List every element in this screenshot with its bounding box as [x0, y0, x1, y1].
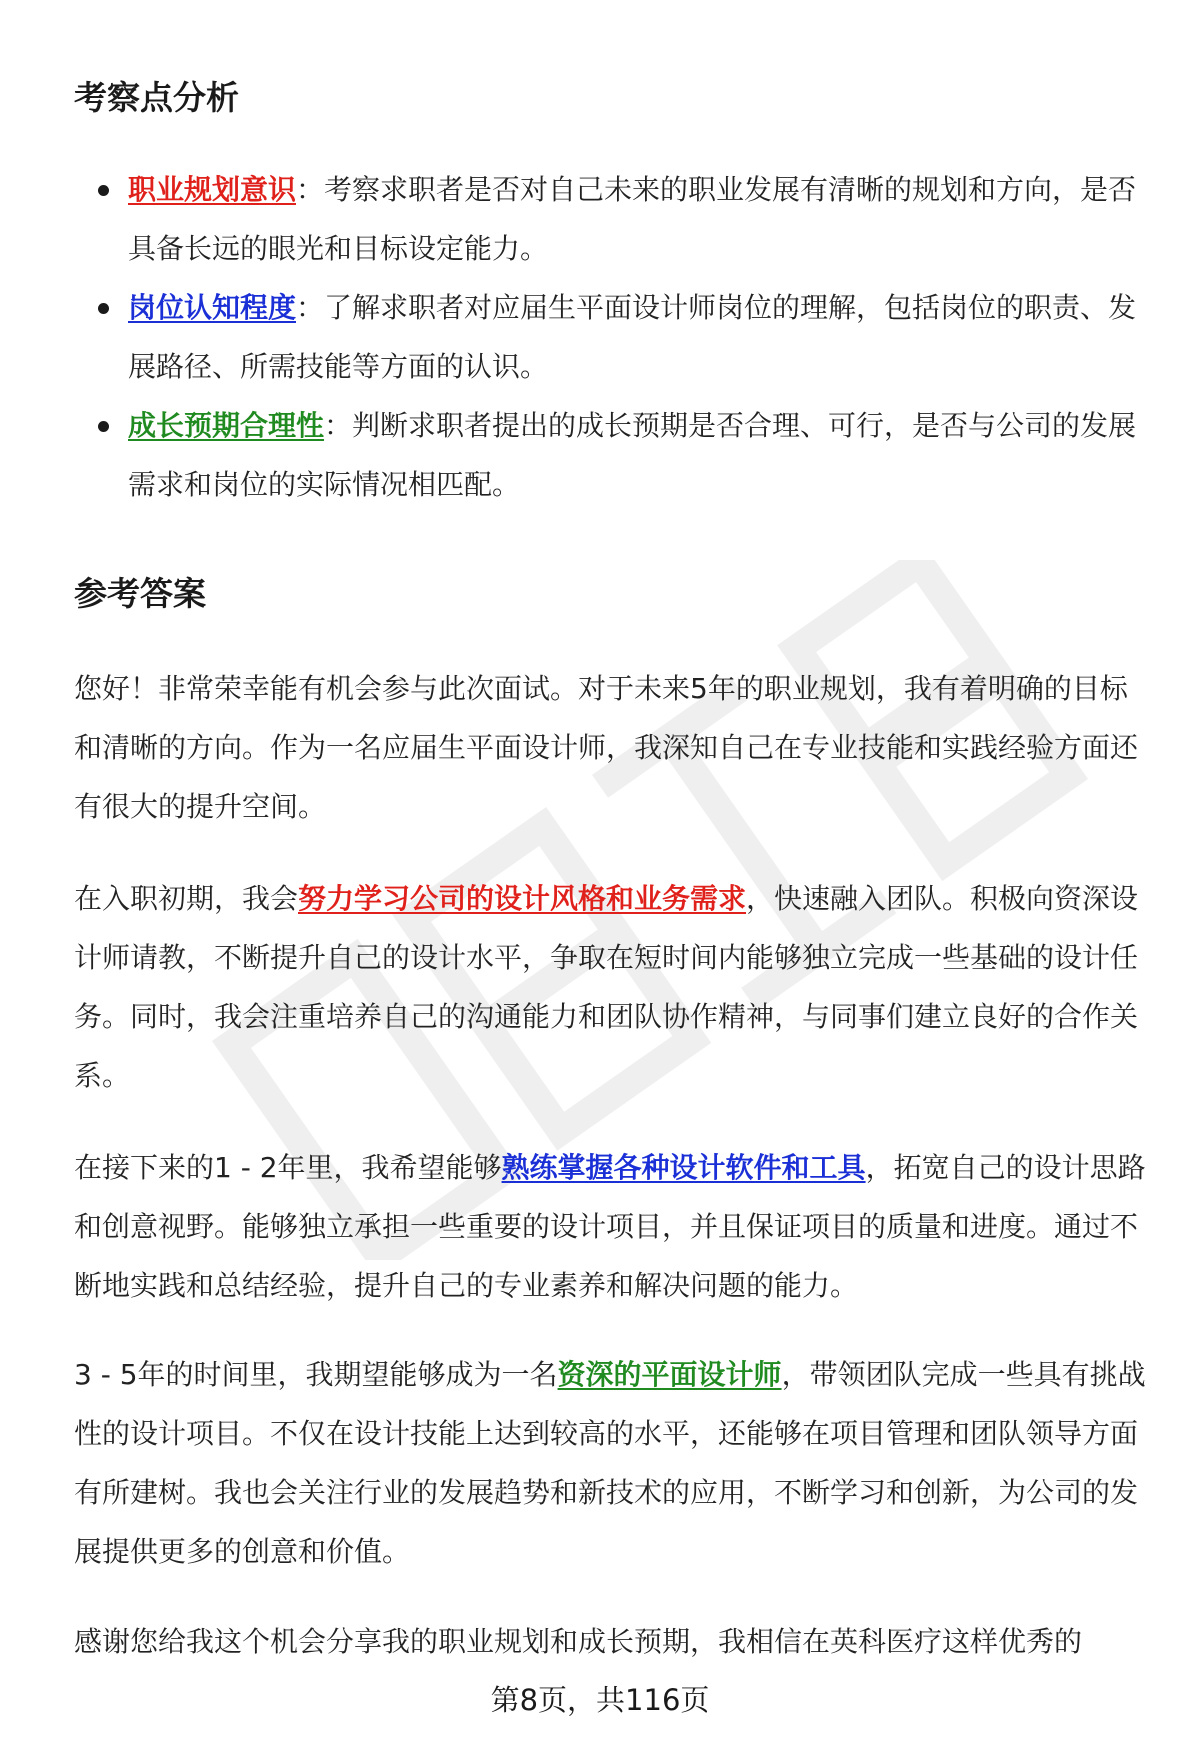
item-colon: ：	[296, 173, 325, 206]
bullet-icon	[98, 185, 109, 196]
item-colon: ：	[296, 291, 325, 324]
paragraph-text: 在入职初期，我会	[74, 882, 299, 915]
highlight-master-tools: 熟练掌握各种设计软件和工具	[501, 1151, 866, 1184]
highlight-senior-designer: 资深的平面设计师	[557, 1358, 782, 1391]
bullet-icon	[98, 303, 109, 314]
paragraph-text: 在接下来的1 - 2年里，我希望能够	[74, 1151, 502, 1184]
paragraph-text: ，带领团队完成一些具有挑战性的设计项目。不仅在设计技能上达到较高的水平，还能够在项目管理和团队领导方面有所建树。我也会关注行业的发展趋势和新技术的应用，不断学习和创新，为公司的发展提供更多的创意和价值。	[74, 1358, 1146, 1568]
list-item	[74, 160, 1149, 278]
item-text: 了解求职者对应届生平面设计师岗位的理解，包括岗位的职责、发展路径、所需技能等方面的认识。	[128, 291, 1137, 383]
item-text: 判断求职者提出的成长预期是否合理、可行，是否与公司的发展需求和岗位的实际情况相匹配。	[128, 409, 1137, 501]
section-title-analysis: 考察点分析	[74, 78, 239, 117]
item-text: 考察求职者是否对自己未来的职业发展有清晰的规划和方向，是否具备长远的眼光和目标设定能力。	[128, 173, 1137, 265]
answer-paragraph-intro: 您好！非常荣幸能有机会参与此次面试。对于未来5年的职业规划，我有着明确的目标和清晰的方向。作为一名应届生平面设计师，我深知自己在专业技能和实践经验方面还有很大的提升空间。	[74, 672, 1139, 823]
answer-paragraph-mid	[74, 1138, 1149, 1315]
analysis-list	[74, 160, 1149, 514]
bullet-icon	[98, 421, 109, 432]
paragraph-text: ，拓宽自己的设计思路和创意视野。能够独立承担一些重要的设计项目，并且保证项目的质量和进度。通过不断地实践和总结经验，提升自己的专业素养和解决问题的能力。	[74, 1151, 1146, 1302]
answer-paragraph-early	[74, 869, 1149, 1105]
item-colon: ：	[324, 409, 353, 442]
answer-paragraph-closing: 感谢您给我这个机会分享我的职业规划和成长预期，我相信在英科医疗这样优秀的	[74, 1625, 1083, 1658]
list-item	[74, 278, 1149, 396]
paragraph-text: 3 - 5年的时间里，我期望能够成为一名	[74, 1358, 558, 1391]
keyword-role-cognition: 岗位认知程度	[128, 291, 297, 324]
section-title-answer: 参考答案	[74, 574, 206, 613]
page-number: 第8页，共116页	[0, 1675, 1200, 1725]
paragraph-text: ，快速融入团队。积极向资深设计师请教，不断提升自己的设计水平，争取在短时间内能够独立完成一些基础的设计任务。同时，我会注重培养自己的沟通能力和团队协作精神，与同事们建立良好的合作关系。	[74, 882, 1139, 1092]
list-item	[74, 396, 1149, 514]
highlight-learn-style: 努力学习公司的设计风格和业务需求	[298, 882, 747, 915]
keyword-career-planning: 职业规划意识	[128, 173, 297, 206]
answer-paragraph-late	[74, 1345, 1149, 1581]
keyword-growth-expectation: 成长预期合理性	[128, 409, 325, 442]
